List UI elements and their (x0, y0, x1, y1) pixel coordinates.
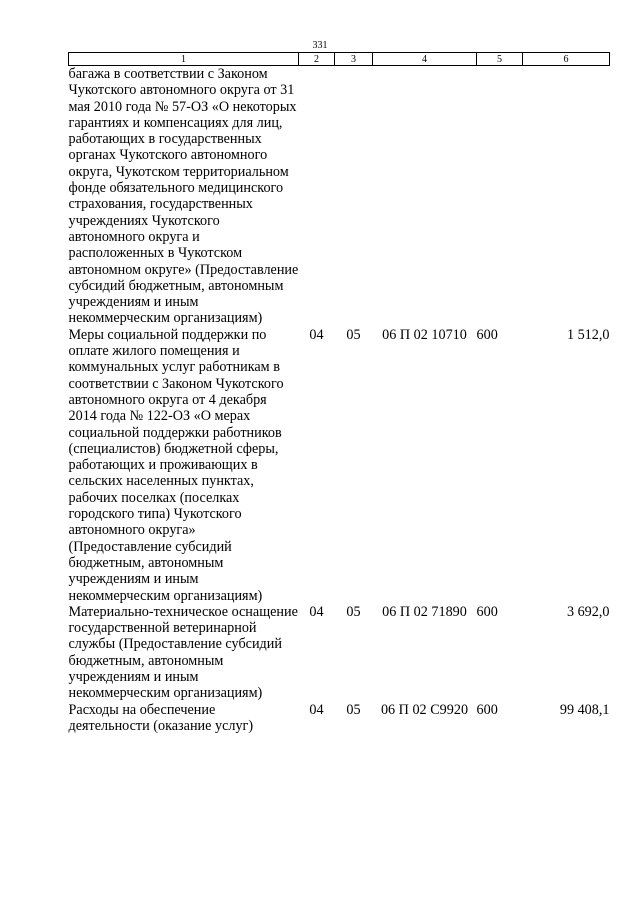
budget-table (68, 52, 610, 734)
row-subsection-cell: 05 (346, 701, 361, 718)
row-name-cell: Меры социальной поддержки по оплате жилого помещения и коммунальных услуг работникам в соответствии с Законом Чукотского автономного округа от 4 декабря 2014 года № 122-ОЗ «О мерах социальной поддержки работников (специалистов) бюджетной сферы, работающих и проживающих в сельских населенных пунктах, рабочих поселках (поселках городского типа) Чукотского автономного округа» (Предоставление субсидий бюджетным, автономным учреждениям и иным некоммерческим организациям) (68, 326, 284, 604)
row-expense-type-cell: 600 (476, 326, 498, 343)
column-header-2: 2 (299, 53, 335, 66)
column-header-3: 3 (335, 53, 373, 66)
row-expense-type-cell (477, 66, 523, 327)
row-amount-cell: 1 512,0 (566, 326, 610, 343)
row-expense-type-cell: 600 (476, 701, 498, 718)
table-row (69, 702, 610, 735)
row-target-article-cell (373, 66, 477, 327)
row-amount-cell (523, 66, 610, 327)
row-section-cell (299, 66, 335, 327)
column-number-row (69, 53, 610, 66)
table-row (69, 66, 610, 327)
row-name-cell: Расходы на обеспечение деятельности (оказание услуг) (68, 701, 254, 734)
table-row (69, 327, 610, 604)
row-name-cell: Материально-техническое оснащение государственной ветеринарной службы (Предоставление субсидий бюджетным, автономным учреждениям и иным некоммерческим организациям) (68, 603, 298, 702)
row-expense-type-cell: 600 (476, 603, 498, 620)
row-section-cell: 04 (309, 701, 324, 718)
row-amount-cell: 3 692,0 (566, 603, 610, 620)
row-subsection-cell: 05 (346, 603, 361, 620)
row-target-article-cell: 06 П 02 С9920 (380, 701, 469, 718)
page-number: 331 (312, 40, 328, 51)
row-amount-cell: 99 408,1 (559, 701, 610, 718)
row-subsection-cell (335, 66, 373, 327)
row-section-cell: 04 (309, 603, 324, 620)
row-section-cell: 04 (309, 326, 324, 343)
row-target-article-cell: 06 П 02 71890 (382, 603, 467, 620)
table-row (69, 604, 610, 702)
column-header-6: 6 (523, 53, 610, 66)
row-name-cell: багажа в соответствии с Законом Чукотского автономного округа от 31 мая 2010 года № 57-ОЗ «О некоторых гарантиях и компенсациях для лиц, работающих в государственных органах Чукотского автономного округа, Чукотском территориальном фонде обязательного медицинского страхования, государственных учреждениях Чукотского автономного округа и расположенных в Чукотском автономном округе» (Предоставление субсидий бюджетным, автономным учреждениям и иным некоммерческим организациям) (68, 66, 299, 327)
row-target-article-cell: 06 П 02 10710 (382, 326, 467, 343)
column-header-1: 1 (69, 53, 299, 66)
row-subsection-cell: 05 (346, 326, 361, 343)
column-header-4: 4 (373, 53, 477, 66)
column-header-5: 5 (477, 53, 523, 66)
